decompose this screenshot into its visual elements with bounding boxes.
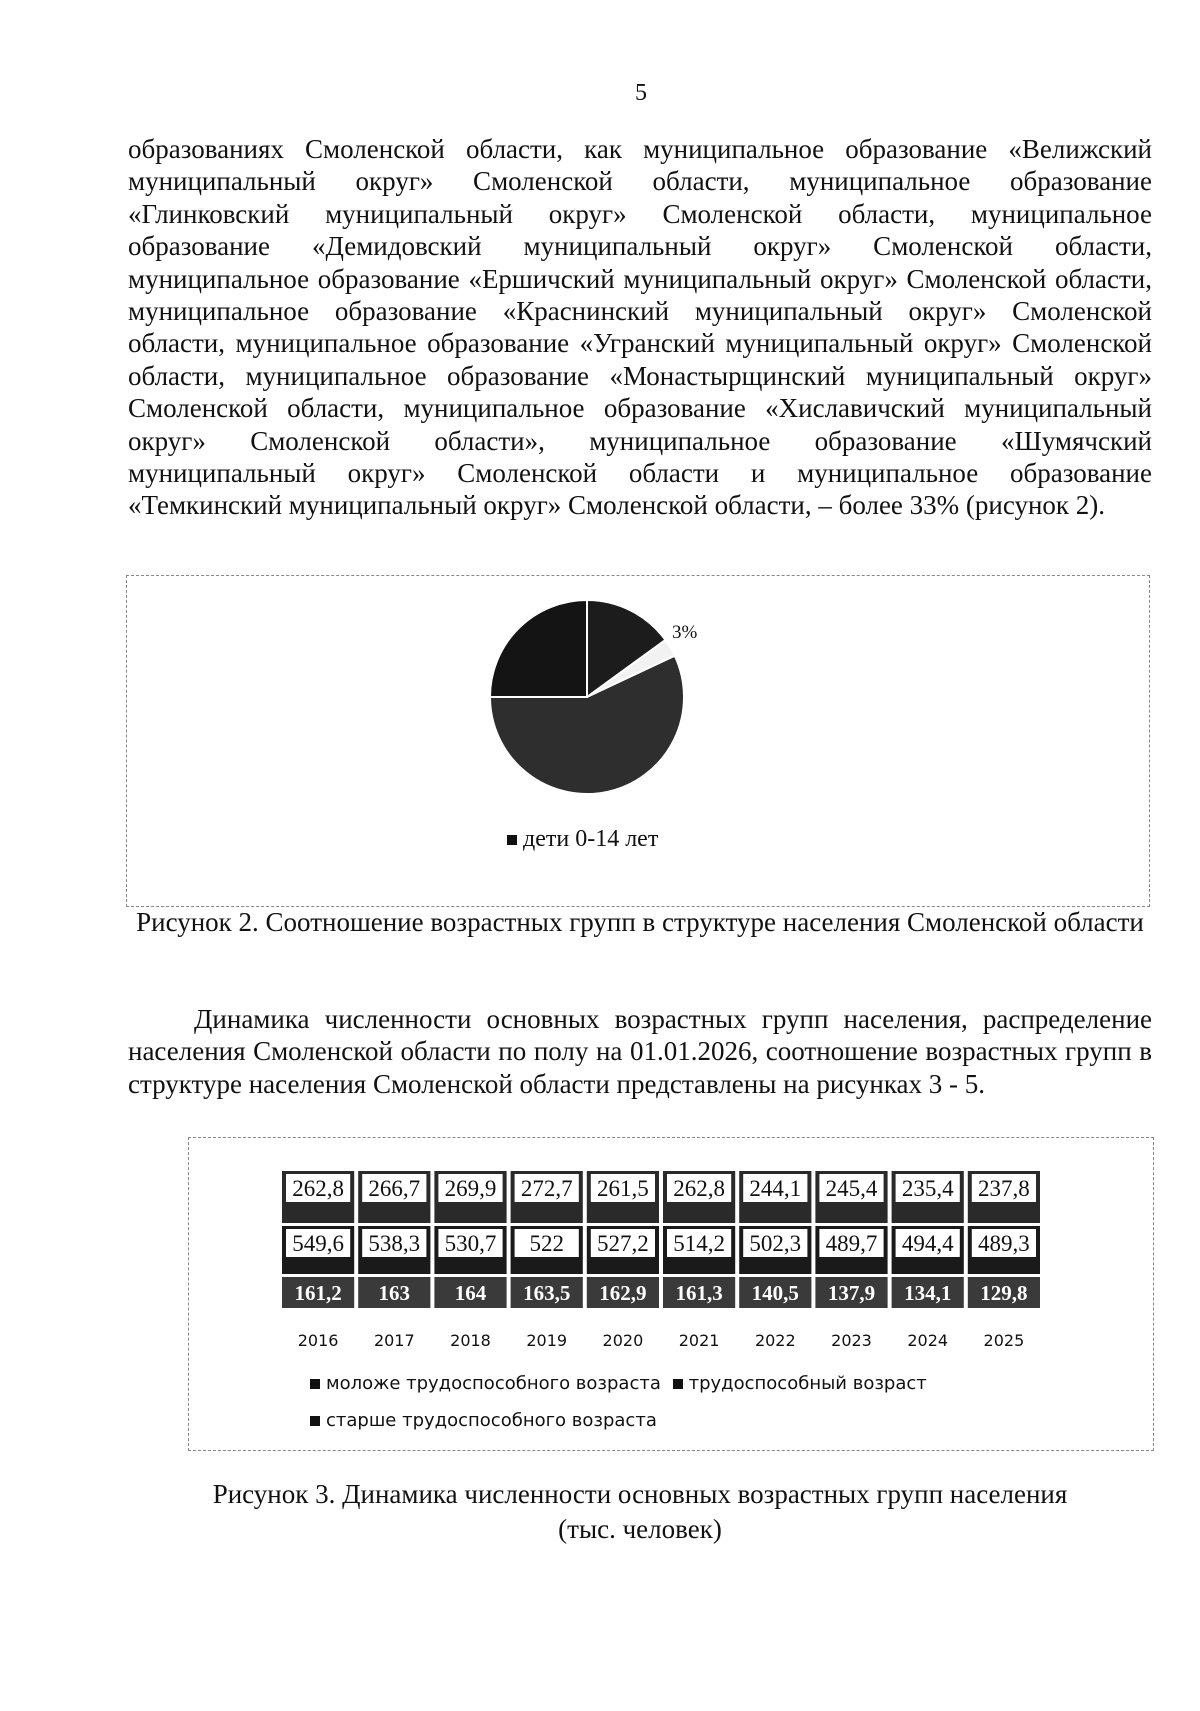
x-tick-label: 2021 [678,1331,720,1350]
pie-slice-label: 3% [672,622,698,643]
figure2-legend-label: дети 0-14 лет [523,826,659,852]
data-label: 527,2 [597,1231,649,1256]
data-label: 494,4 [901,1231,954,1256]
page-number: 5 [635,80,647,106]
x-tick-label: 2020 [602,1331,644,1350]
legend-older-icon [310,1416,320,1426]
data-label: 137,9 [827,1281,876,1305]
data-label: 161,2 [294,1281,342,1305]
data-label: 244,1 [749,1176,802,1201]
data-label: 538,3 [368,1231,421,1256]
data-label: 502,3 [749,1231,802,1256]
data-label: 164 [454,1281,487,1305]
legend-older-label: старше трудоспособного возраста [326,1410,657,1431]
legend-working-label: трудоспособный возраст [688,1373,927,1394]
data-label: 140,5 [751,1281,799,1305]
x-tick-label: 2025 [983,1331,1025,1350]
data-label: 162,9 [599,1281,647,1305]
data-label: 266,7 [368,1176,421,1201]
data-label: 269,9 [444,1176,497,1201]
body-paragraph-2: Динамика численности основных возрастных групп населения, распределение населения Смоленской области по полу на 01.01.2026, соотношение возрастных групп в структуре населения Смоленской области представлены на рисунках 3 - 5. [128,1004,1152,1099]
data-label: 530,7 [444,1231,497,1256]
x-tick-label: 2024 [907,1331,949,1350]
legend-young-icon [310,1379,320,1389]
data-label: 522 [529,1231,564,1256]
data-label: 163,5 [523,1281,571,1305]
figure3-legend-row1 [310,1373,927,1394]
data-label: 163 [378,1281,411,1305]
data-label: 489,3 [978,1231,1030,1256]
data-label: 134,1 [904,1281,952,1305]
data-label: 262,8 [673,1176,725,1201]
body-paragraph-1: образованиях Смоленской области, как муниципальное образование «Велижский муниципальный округ» Смоленской области, муниципальное образование «Глинковский муниципальный округ» Смоленской области, муниципальное образование «Демидовский муниципальный округ» Смоленской области, муниципальное образование «Ершичский муниципальный округ» Смоленской области, муниципальное образование «Краснинский муниципальный округ» Смоленской области, муниципальное образование «Угранский муниципальный округ» Смоленской области, муниципальное образование «Монастырщинский муниципальный округ» Смоленской области, муниципальное образование «Хиславичский муниципальный округ» Смоленской области», муниципальное образование «Шумячский муниципальный округ» Смоленской области и муниципальное образование «Темкинский муниципальный округ» Смоленской области, – более 33% (рисунок 2). [128,134,1152,521]
x-tick-label: 2016 [297,1331,339,1350]
data-label: 245,4 [825,1176,878,1201]
data-label: 161,3 [675,1281,723,1305]
figure3-caption-line2: (тыс. человек) [558,1514,722,1544]
data-label: 129,8 [980,1281,1028,1305]
figure3-caption-line1: Рисунок 3. Динамика численности основных возрастных групп населения [212,1479,1068,1509]
data-label: 262,8 [292,1176,344,1201]
data-label: 514,2 [673,1231,725,1256]
x-tick-label: 2023 [831,1331,872,1350]
figure2-caption: Рисунок 2. Соотношение возрастных групп в структуре населения Смоленской области [136,907,1144,937]
legend-working-icon [673,1379,683,1389]
data-label: 272,7 [520,1176,573,1201]
figure3-legend-row2 [310,1410,657,1431]
x-tick-label: 2022 [754,1331,796,1350]
data-label: 235,4 [901,1176,954,1201]
data-label: 549,6 [292,1231,344,1256]
legend-young-label: моложе трудоспособного возраста [326,1373,661,1394]
data-label: 261,5 [597,1176,649,1201]
x-tick-label: 2018 [450,1331,491,1350]
data-label: 237,8 [978,1176,1030,1201]
data-label: 489,7 [825,1231,878,1256]
x-tick-label: 2017 [373,1331,415,1350]
x-tick-label: 2019 [526,1331,568,1350]
